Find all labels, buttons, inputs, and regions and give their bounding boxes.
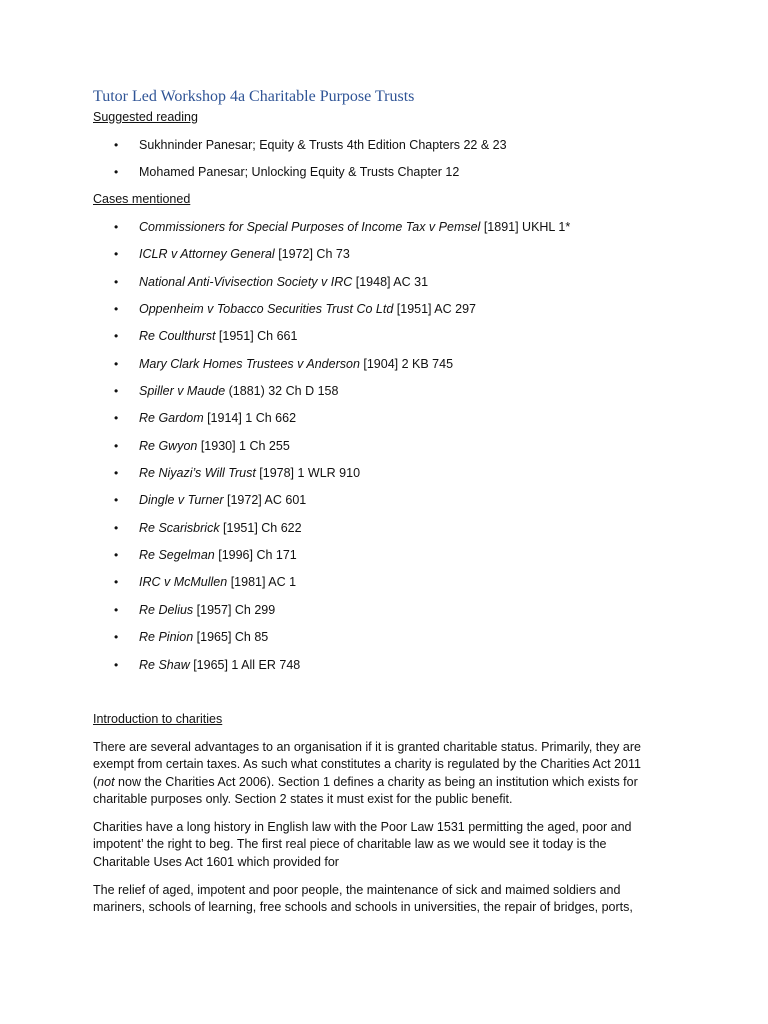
bullet-icon: • <box>114 657 119 672</box>
list-item <box>0 274 570 301</box>
case-citation: [1948] AC 31 <box>352 274 429 289</box>
intro-paragraph-3 <box>93 882 673 917</box>
intro-paragraph-2 <box>93 819 673 871</box>
case-name: Oppenheim v Tobacco Securities Trust Co Ltd <box>139 302 394 317</box>
case-name: IRC v McMullen <box>139 575 228 590</box>
bullet-icon: • <box>114 274 119 289</box>
case-citation: [1981] AC 1 <box>227 575 297 590</box>
case-name: Dingle v Turner <box>139 493 224 508</box>
list-item <box>0 383 570 410</box>
intro-paragraph-1 <box>93 739 673 809</box>
bullet-icon: • <box>114 438 119 453</box>
paragraph-line: charitable purposes only. Section 2 states it must exist for the public benefit. <box>93 792 513 807</box>
bullet-icon: • <box>114 165 119 180</box>
list-item <box>0 657 570 684</box>
case-name: Re Niyazi’s Will Trust <box>139 466 256 481</box>
bullet-icon: • <box>114 602 119 617</box>
case-citation: [1930] 1 Ch 255 <box>197 438 290 453</box>
case-name: Mary Clark Homes Trustees v Anderson <box>139 356 360 371</box>
case-name: Re Scarisbrick <box>139 520 220 535</box>
case-citation: [1891] UKHL 1* <box>480 220 571 234</box>
list-item <box>0 246 570 273</box>
case-name: Re Pinion <box>139 630 194 645</box>
bullet-icon: • <box>114 302 119 317</box>
case-citation: [1957] Ch 299 <box>193 602 276 617</box>
case-name: ICLR v Attorney General <box>139 247 275 262</box>
cases-list <box>0 219 570 684</box>
case-citation: [1972] AC 601 <box>223 493 307 508</box>
list-item <box>0 301 570 328</box>
bullet-icon: • <box>114 220 119 234</box>
case-citation: [1904] 2 KB 745 <box>359 356 454 371</box>
paragraph-line: The relief of aged, impotent and poor people, the maintenance of sick and maimed soldiers and <box>93 883 621 897</box>
case-name: Re Gardom <box>139 411 204 426</box>
reading-text: Sukhninder Panesar; Equity & Trusts 4th Edition Chapters 22 & 23 <box>139 138 507 152</box>
bullet-icon: • <box>114 493 119 508</box>
bullet-icon: • <box>114 384 119 399</box>
case-name: Re Coulthurst <box>139 329 216 344</box>
case-citation: [1914] 1 Ch 662 <box>203 411 297 426</box>
list-item <box>0 574 570 601</box>
list-item <box>0 328 570 355</box>
list-item <box>0 219 570 246</box>
list-item <box>0 164 507 191</box>
bullet-icon: • <box>114 356 119 371</box>
case-citation: [1996] Ch 171 <box>214 548 297 563</box>
list-item <box>0 356 570 383</box>
paragraph-line: There are several advantages to an organisation if it is granted charitable status. Primarily, they are <box>93 740 641 754</box>
case-citation: [1965] 1 All ER 748 <box>189 657 301 672</box>
bullet-icon: • <box>114 575 119 590</box>
paren-open: ( <box>93 774 98 789</box>
case-citation: [1972] Ch 73 <box>274 247 350 262</box>
bullet-icon: • <box>114 329 119 344</box>
bullet-icon: • <box>114 548 119 563</box>
paragraph-line <box>93 774 673 791</box>
case-name: Re Delius <box>139 602 194 617</box>
paragraph-line: Charities have a long history in English law with the Poor Law 1531 permitting the aged, poor and <box>93 820 632 834</box>
introduction-heading: Introduction to charities <box>93 712 223 726</box>
cases-mentioned-heading: Cases mentioned <box>93 192 191 206</box>
emphasis-not: not <box>97 774 115 789</box>
bullet-icon: • <box>114 520 119 535</box>
bullet-icon: • <box>114 138 119 152</box>
suggested-reading-list <box>0 137 507 192</box>
case-citation: [1965] Ch 85 <box>193 630 269 645</box>
paragraph-line: impotent’ the right to beg. The first real piece of charitable law as we would see it today is the <box>93 837 607 852</box>
case-citation: [1951] AC 297 <box>393 302 476 317</box>
case-name: Re Segelman <box>139 548 215 563</box>
case-name: Commissioners for Special Purposes of Income Tax v Pemsel <box>139 220 481 234</box>
case-name: Re Shaw <box>139 657 190 672</box>
bullet-icon: • <box>114 411 119 426</box>
list-item <box>0 492 570 519</box>
list-item <box>0 438 570 465</box>
bullet-icon: • <box>114 466 119 481</box>
case-citation: [1951] Ch 622 <box>219 520 302 535</box>
paragraph-line: mariners, schools of learning, free schools and schools in universities, the repair of bridges, ports, <box>93 900 633 915</box>
paragraph-line-rest: now the Charities Act 2006). Section 1 defines a charity as being an institution which exists for <box>114 774 638 789</box>
list-item <box>0 137 507 164</box>
case-citation: (1881) 32 Ch D 158 <box>225 384 339 399</box>
list-item <box>0 410 570 437</box>
document-title: Tutor Led Workshop 4a Charitable Purpose Trusts <box>93 88 415 105</box>
case-citation: [1978] 1 WLR 910 <box>255 466 361 481</box>
list-item <box>0 547 570 574</box>
paragraph-line: Charitable Uses Act 1601 which provided for <box>93 854 339 869</box>
list-item <box>0 629 570 656</box>
list-item <box>0 465 570 492</box>
case-name: Spiller v Maude <box>139 384 226 399</box>
paragraph-line: exempt from certain taxes. As such what constitutes a charity is regulated by the Charities Act 2011 <box>93 757 641 772</box>
suggested-reading-heading: Suggested reading <box>93 110 198 124</box>
case-citation: [1951] Ch 661 <box>215 329 298 344</box>
list-item <box>0 602 570 629</box>
list-item <box>0 520 570 547</box>
bullet-icon: • <box>114 630 119 645</box>
bullet-icon: • <box>114 247 119 262</box>
case-name: National Anti-Vivisection Society v IRC <box>139 274 353 289</box>
reading-text: Mohamed Panesar; Unlocking Equity & Trusts Chapter 12 <box>139 165 460 180</box>
case-name: Re Gwyon <box>139 438 198 453</box>
